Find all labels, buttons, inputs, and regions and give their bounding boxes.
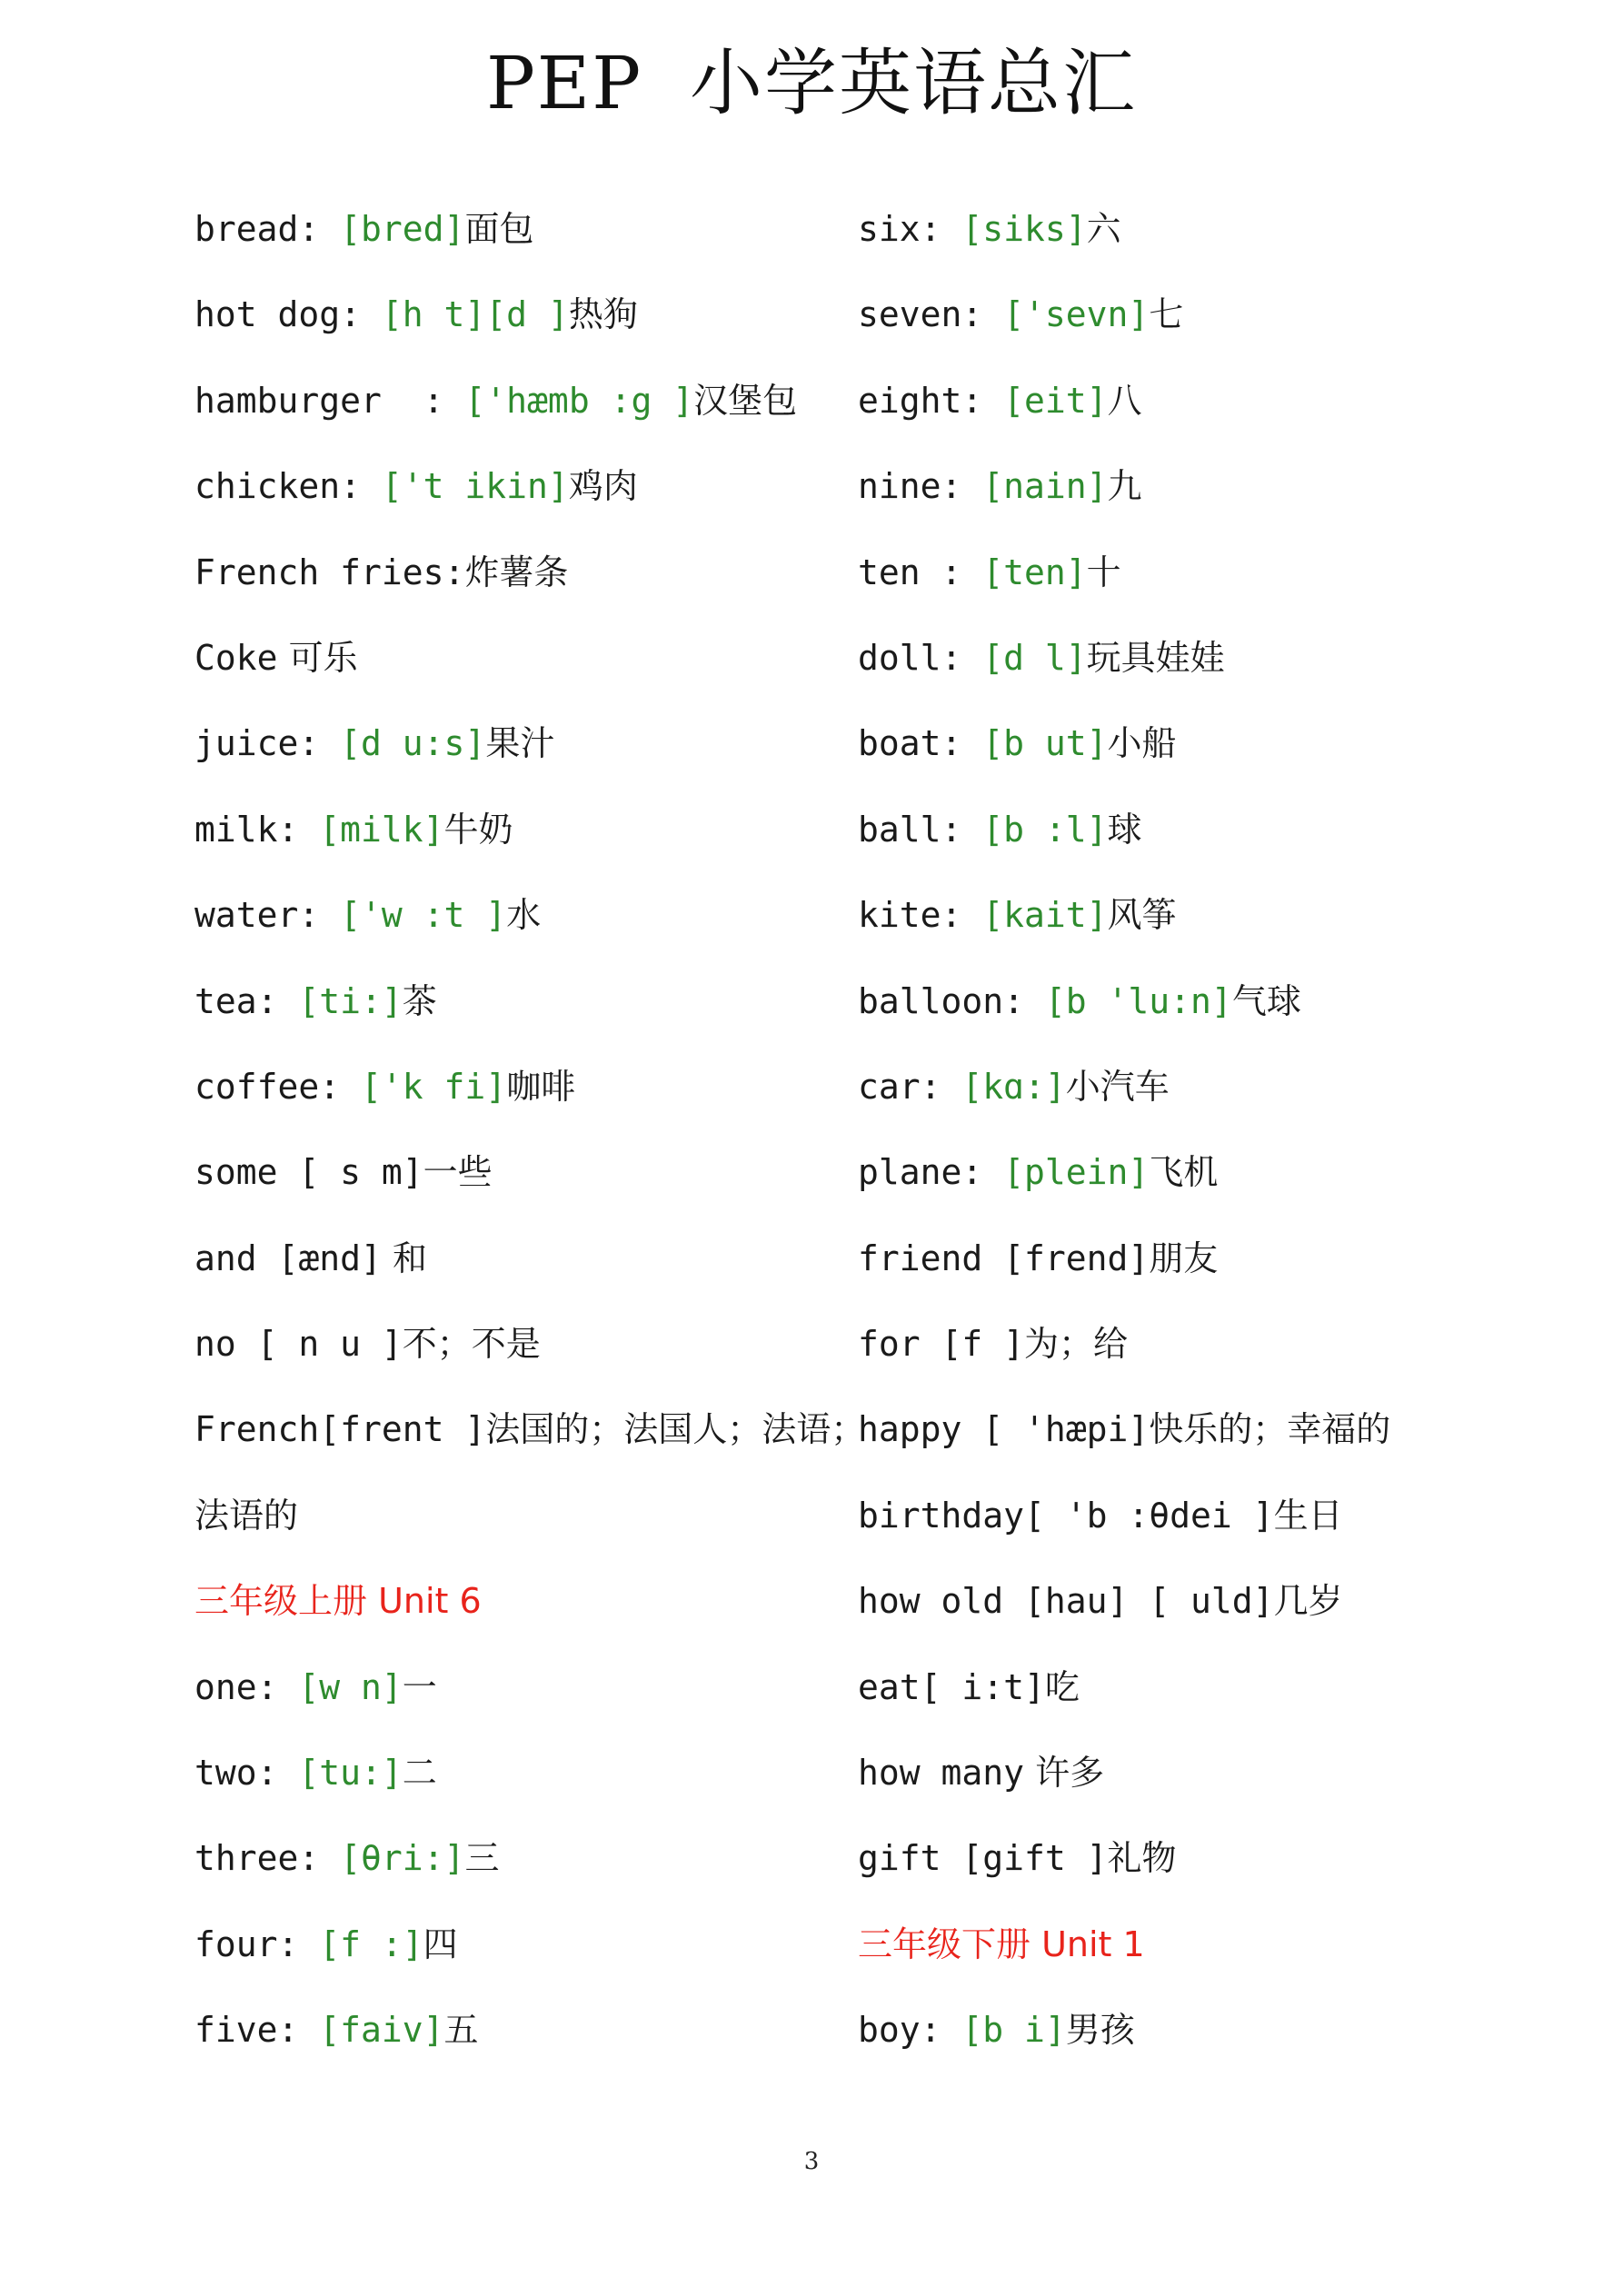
vocab-entry [194, 1486, 858, 1572]
vocab-meaning: 二 [402, 1753, 437, 1794]
vocab-entry [858, 200, 1548, 285]
vocab-entry [858, 1744, 1548, 1829]
vocab-entry [858, 1486, 1548, 1572]
vocab-word: three: [194, 1838, 320, 1879]
vocab-phonetic: [siks] [941, 209, 1087, 249]
vocab-phonetic: ['sevn] [982, 294, 1150, 335]
vocab-word: coffee: [194, 1066, 341, 1107]
vocab-meaning: 球 [1107, 809, 1142, 850]
vocab-meaning: 七 [1149, 294, 1184, 335]
vocab-meaning: 十 [1086, 552, 1121, 592]
vocab-word: French fries: [194, 552, 465, 592]
vocab-entry [858, 1658, 1548, 1744]
vocab-meaning: 茶 [402, 980, 437, 1021]
vocab-phonetic: [h t][d ] [361, 294, 569, 335]
vocab-entry [858, 543, 1548, 629]
vocab-entry [858, 629, 1548, 714]
vocab-entry [858, 457, 1548, 542]
vocab-meaning: 面包 [464, 209, 534, 249]
right-vocab-column [858, 200, 1548, 2087]
vocab-word: boat: [858, 723, 962, 764]
vocab-entry [194, 1143, 858, 1228]
vocab-meaning: 牛奶 [443, 809, 513, 850]
vocab-word: four: [194, 1923, 299, 1964]
vocab-entry [194, 1315, 858, 1400]
vocab-meaning: 法语的 [194, 1495, 299, 1536]
vocab-entry [194, 972, 858, 1058]
vocab-word: some [ s m] [194, 1152, 423, 1193]
vocab-meaning: 九 [1107, 466, 1142, 507]
vocab-entry [194, 800, 858, 886]
vocab-meaning: 一 [402, 1666, 437, 1707]
vocab-meaning: 风筝 [1107, 895, 1177, 936]
vocab-meaning: 礼物 [1107, 1838, 1177, 1879]
vocab-word: hamburger : [194, 380, 444, 421]
vocab-meaning: 汉堡包 [693, 380, 798, 421]
vocab-word: nine: [858, 466, 962, 507]
vocab-entry [194, 1229, 858, 1315]
vocab-meaning: 吃 [1044, 1666, 1080, 1707]
vocab-phonetic: ['w :t ] [319, 895, 507, 936]
vocab-phonetic: [eit] [982, 380, 1108, 421]
vocab-phonetic: [tu:] [277, 1753, 403, 1794]
vocab-word: water: [194, 895, 320, 936]
vocab-entry [194, 714, 858, 800]
vocab-meaning: 一些 [423, 1152, 493, 1193]
vocab-entry [194, 285, 858, 371]
vocab-entry [858, 1229, 1548, 1315]
vocab-meaning: 六 [1086, 209, 1121, 249]
vocab-phonetic: [d u:s] [319, 723, 486, 764]
vocab-phonetic: [θri:] [319, 1838, 465, 1879]
vocab-word: eat[ i:t] [858, 1666, 1045, 1707]
vocab-meaning: 五 [443, 2010, 479, 2051]
vocab-phonetic: [milk] [298, 809, 444, 850]
vocab-word: friend [frend] [858, 1237, 1150, 1278]
vocab-entry [194, 1744, 858, 1829]
vocab-meaning: 气球 [1231, 980, 1301, 1021]
vocab-word: chicken: [194, 466, 362, 507]
vocab-word: six: [858, 209, 941, 249]
page-title [0, 38, 1623, 129]
vocab-phonetic: [ten] [961, 552, 1087, 592]
vocab-phonetic: ['t ikin] [361, 466, 569, 507]
section-heading [194, 1572, 858, 1657]
vocab-meaning: 三 [464, 1838, 500, 1879]
vocab-meaning: 八 [1107, 380, 1142, 421]
vocab-entry [194, 1658, 858, 1744]
vocab-meaning: 果汁 [485, 723, 555, 764]
vocab-entry [194, 1915, 858, 2001]
vocab-word: doll: [858, 637, 962, 678]
vocab-word: birthday[ 'b :θdei ] [858, 1495, 1274, 1536]
vocab-meaning: 生日 [1273, 1495, 1343, 1536]
section-heading-text: 三年级上册 Unit 6 [194, 1581, 482, 1622]
vocab-entry [858, 1400, 1548, 1486]
section-heading-text: 三年级下册 Unit 1 [858, 1923, 1145, 1964]
vocab-entry [858, 972, 1548, 1058]
vocab-meaning: 朋友 [1149, 1237, 1219, 1278]
vocab-meaning: 玩具娃娃 [1086, 637, 1225, 678]
vocab-phonetic: [w n] [277, 1666, 403, 1707]
vocab-word: juice: [194, 723, 320, 764]
vocab-word: gift [gift ] [858, 1838, 1108, 1879]
vocab-word: ball: [858, 809, 962, 850]
vocab-word: kite: [858, 895, 962, 936]
vocab-entry [194, 629, 858, 714]
vocab-word: seven: [858, 294, 983, 335]
vocab-entry [194, 372, 858, 457]
vocab-word: milk: [194, 809, 299, 850]
vocab-meaning: 小汽车 [1065, 1066, 1170, 1107]
vocab-entry [194, 543, 858, 629]
vocab-meaning: 快乐的；幸福的 [1149, 1409, 1391, 1450]
vocab-word: two: [194, 1753, 278, 1794]
vocab-meaning: 法国的；法国人；法语； [485, 1409, 866, 1450]
vocab-word: for [f ] [858, 1324, 1025, 1365]
vocab-meaning: 水 [506, 895, 542, 936]
vocab-word: balloon: [858, 980, 1025, 1021]
vocab-phonetic: [kait] [961, 895, 1108, 936]
vocab-entry [858, 1829, 1548, 1914]
vocab-entry [194, 1058, 858, 1143]
vocab-entry [194, 457, 858, 542]
vocab-word: plane: [858, 1152, 983, 1193]
vocab-entry [858, 800, 1548, 886]
section-heading [858, 1915, 1548, 2001]
vocab-entry [858, 1143, 1548, 1228]
vocab-meaning: 咖啡 [506, 1066, 576, 1107]
vocab-word: five: [194, 2010, 299, 2051]
vocab-entry [858, 372, 1548, 457]
vocab-meaning: 飞机 [1149, 1152, 1219, 1193]
vocab-meaning: 和 [381, 1237, 427, 1278]
vocab-phonetic: [b 'lu:n] [1024, 980, 1232, 1021]
vocab-phonetic: [b :l] [961, 809, 1108, 850]
vocab-word: hot dog: [194, 294, 362, 335]
vocab-word: how many [858, 1753, 1025, 1794]
vocab-phonetic: [nain] [961, 466, 1108, 507]
vocab-phonetic: [f :] [298, 1923, 423, 1964]
vocab-meaning: 热狗 [568, 294, 638, 335]
vocab-phonetic: [b i] [941, 2010, 1066, 2051]
vocab-entry [194, 1400, 866, 1486]
vocab-meaning: 为；给 [1024, 1324, 1129, 1365]
vocab-meaning: 小船 [1107, 723, 1177, 764]
vocab-meaning: 四 [423, 1923, 458, 1964]
vocab-meaning: 炸薯条 [464, 552, 569, 592]
vocab-meaning: 几岁 [1273, 1581, 1343, 1622]
vocab-phonetic: [bred] [319, 209, 465, 249]
vocab-word: how old [hau] [ uld] [858, 1581, 1274, 1622]
vocab-phonetic: [b ut] [961, 723, 1108, 764]
vocab-meaning: 可乐 [277, 637, 358, 678]
page-title-en: PEP [485, 41, 643, 125]
vocab-meaning: 许多 [1024, 1753, 1105, 1794]
vocab-word: Coke [194, 637, 278, 678]
page-number: 3 [803, 2148, 820, 2175]
vocab-entry [858, 714, 1548, 800]
vocab-entry [858, 1572, 1548, 1657]
vocab-word: no [ n u ] [194, 1324, 403, 1365]
vocab-entry [194, 886, 858, 971]
vocab-entry [858, 1315, 1548, 1400]
vocab-entry [194, 2001, 858, 2086]
vocab-phonetic: ['k fi] [340, 1066, 507, 1107]
vocab-word: tea: [194, 980, 278, 1021]
vocab-phonetic: [plein] [982, 1152, 1150, 1193]
vocab-word: ten : [858, 552, 962, 592]
vocab-word: French[frent ] [194, 1409, 486, 1450]
vocab-phonetic: [ti:] [277, 980, 403, 1021]
vocab-word: one: [194, 1666, 278, 1707]
vocab-entry [858, 1058, 1548, 1143]
vocab-entry [858, 2001, 1548, 2086]
vocab-meaning: 男孩 [1065, 2010, 1135, 2051]
vocab-word: and [ænd] [194, 1237, 382, 1278]
vocab-phonetic: [faiv] [298, 2010, 444, 2051]
vocab-phonetic: [d l] [961, 637, 1087, 678]
vocab-word: car: [858, 1066, 941, 1107]
vocab-phonetic: ['hæmb :g ] [443, 380, 694, 421]
vocab-entry [194, 200, 858, 285]
vocab-word: bread: [194, 209, 320, 249]
vocab-entry [858, 285, 1548, 371]
vocab-word: happy [ 'hæpi] [858, 1409, 1150, 1450]
left-vocab-column [194, 200, 866, 2087]
vocab-meaning: 不；不是 [402, 1324, 541, 1365]
vocab-word: boy: [858, 2010, 941, 2051]
vocab-word: eight: [858, 380, 983, 421]
vocab-meaning: 鸡肉 [568, 466, 638, 507]
vocab-entry [194, 1829, 858, 1914]
page-title-zh: 小学英语总汇 [690, 41, 1138, 125]
vocab-phonetic: [kɑ:] [941, 1066, 1066, 1107]
vocab-entry [858, 886, 1548, 971]
